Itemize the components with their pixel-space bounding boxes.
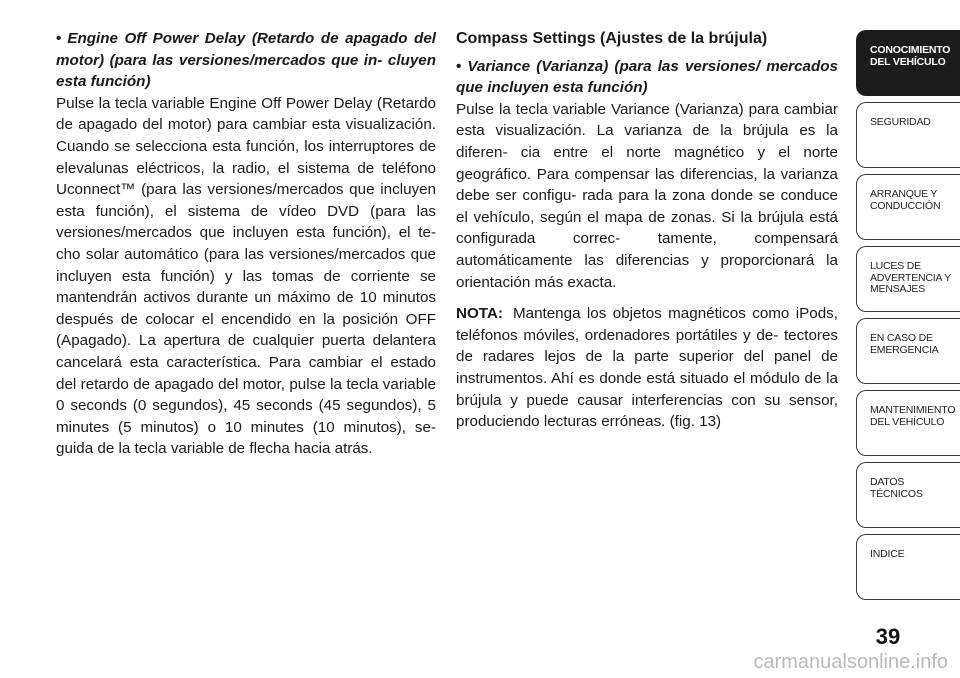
body-paragraph-variance: Pulse la tecla variable Variance (Varianza) para cambiar esta visualización. La varianza de la brújula es la diferen- cia entre el norte magnético y el norte geográfico. Para compensar las diferencias, la varianza debe ser configu- rada para la zona donde se conduce el vehículo, según el mapa de zonas. Si la brújula está configurada correc- tamente, compensará automáticamente las diferencias y proporcionará la orientación más exacta. xyxy=(456,100,838,291)
bullet-dot-icon: • xyxy=(56,30,62,47)
tab-datos-tecnicos[interactable] xyxy=(856,462,960,528)
bullet-heading-variance xyxy=(456,56,838,99)
tab-label: INDICE xyxy=(870,548,905,560)
body-paragraph-engine-off: Pulse la tecla variable Engine Off Power Delay (Retardo de apagado del motor) para cambiar esta visualización. Cuando se selecciona esta función, los interruptores de elevalunas eléctricos, la radio, el sistema de teléfono Uconnect™ (para las versiones/mercados que incluyen esta función), el sistema de vídeo DVD (para las versiones/mercados que incluyen esta función), el te- cho solar automático (para las versiones/mercados que incluyen esta función) y las tomas de corriente se mantendrán activos durante un máximo de 10 minutos después de colocar el encendido en la posición OFF (Apagado). La apertura de cualquier puerta delantera cancelará esta característica. Para cambiar el estado del retardo de apagado del motor, pulse la tecla variable 0 seconds (0 segundos), 45 seconds (45 segundos), 5 minutes (5 minutos) o 10 minutes (10 minutos), se- guida de la tecla variable de flecha hacia atrás. xyxy=(56,94,436,458)
bullet-heading-text: Engine Off Power Delay (Retardo de apagado del motor) (para las versiones/mercados que in- cluyen esta función) xyxy=(56,30,436,91)
tab-conocimiento-del-vehiculo[interactable] xyxy=(856,30,960,96)
tab-label: MANTENIMIENTO DEL VEHÍCULO xyxy=(870,404,956,428)
tab-label: SEGURIDAD xyxy=(870,116,931,128)
bullet-heading-engine-off-power-delay xyxy=(56,28,436,93)
tab-arranque-y-conduccion[interactable] xyxy=(856,174,960,240)
tab-label: CONOCIMIENTO DEL VEHÍCULO xyxy=(870,44,951,68)
tab-indice[interactable] xyxy=(856,534,960,600)
tab-label: EN CASO DE EMERGENCIA xyxy=(870,332,939,356)
tab-mantenimiento-del-vehiculo[interactable] xyxy=(856,390,960,456)
tab-label: LUCES DE ADVERTENCIA Y MENSAJES xyxy=(870,260,952,295)
section-title-compass-settings: Compass Settings (Ajustes de la brújula) xyxy=(456,30,768,47)
tab-label: ARRANQUE Y CONDUCCIÓN xyxy=(870,188,941,212)
bullet-dot-icon: • xyxy=(456,57,462,75)
bullet-heading-text: Variance (Varianza) (para las versiones/ mercados que incluyen esta función) xyxy=(456,57,838,97)
left-column xyxy=(56,28,436,460)
note-label: NOTA: xyxy=(456,305,503,323)
tab-luces-de-advertencia[interactable] xyxy=(856,246,960,312)
tab-en-caso-de-emergencia[interactable] xyxy=(856,318,960,384)
tab-seguridad[interactable] xyxy=(856,102,960,168)
page-number: 39 xyxy=(875,624,901,649)
note-text: Mantenga los objetos magnéticos como iPods, teléfonos móviles, ordenadores portátiles y de- tectores de radares lejos de la parte superior del panel de instrumentos. Ahí es donde está situado el módulo de la brújula y puede causar interferencias con su sensor, produciendo lecturas erróneas. (fig. 13) xyxy=(456,305,838,431)
section-tabs xyxy=(856,30,960,606)
tab-label: DATOS TÉCNICOS xyxy=(870,476,923,500)
watermark: carmanualsonline.info xyxy=(753,651,948,673)
note-paragraph xyxy=(456,303,838,433)
right-column xyxy=(456,28,838,433)
